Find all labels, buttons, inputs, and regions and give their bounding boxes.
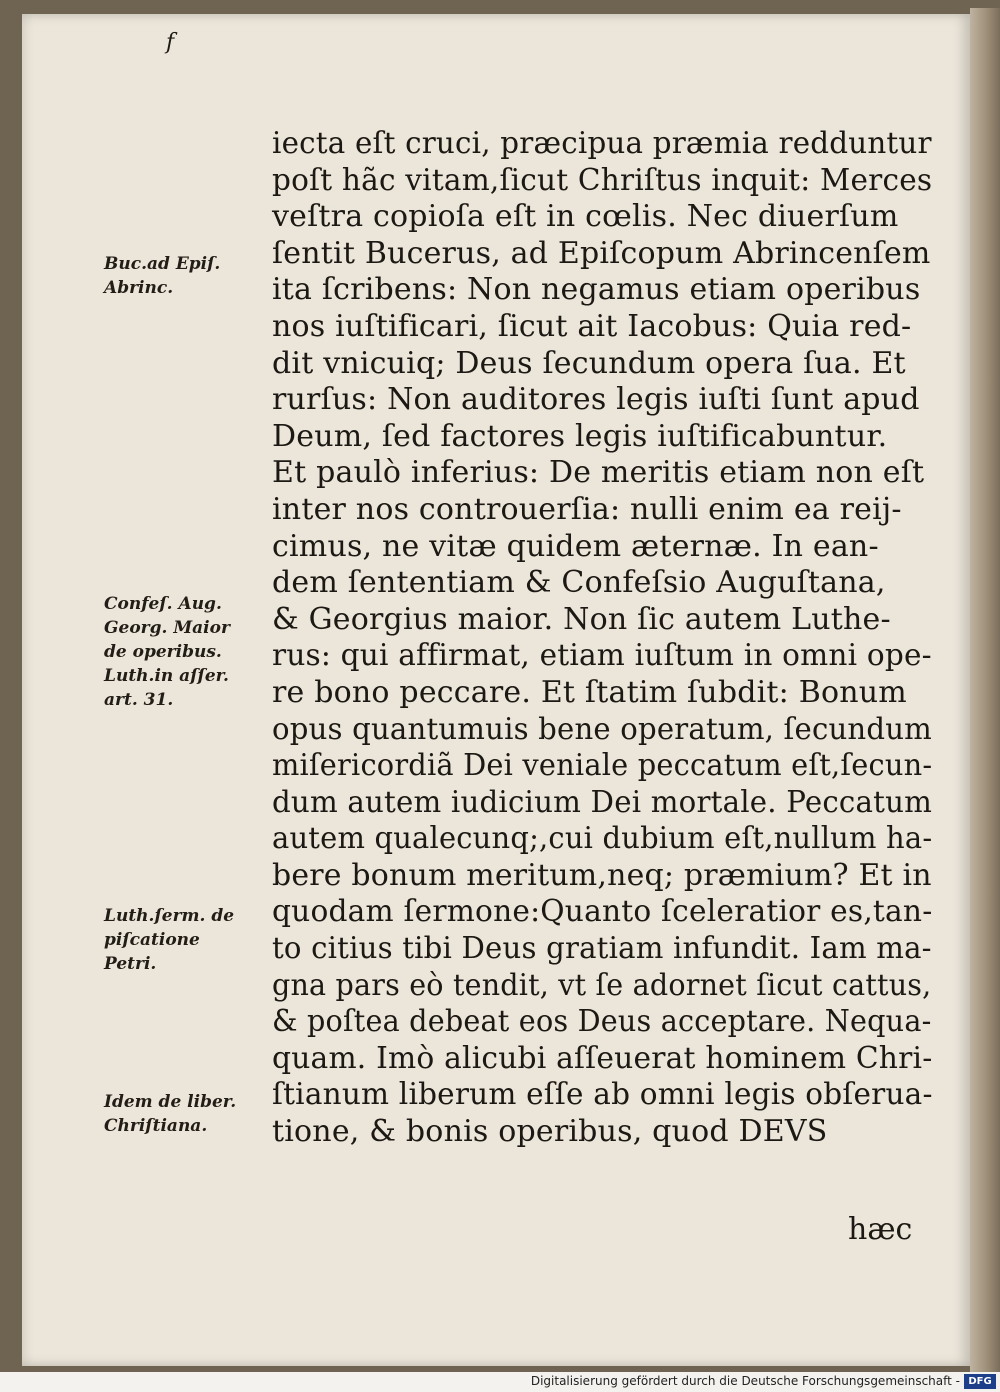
text-line: ſentit Bucerus, ad Epiſcopum Abrincenſem (272, 235, 931, 271)
page-edge (970, 8, 1000, 1372)
text-line: tione, & bonis operibus, quod DEVS (272, 1114, 828, 1150)
margin-note-idem (104, 1090, 269, 1138)
text-line: rurſus: Non auditores legis iuſti ſunt apud (272, 382, 920, 418)
text-line: opus quantumuis bene operatum, ſecundum (272, 711, 933, 747)
text-line: ita ſcribens: Non negamus etiam operibus (272, 272, 921, 308)
text-line: quam. Imò alicubi aſſeuerat hominem Chri- (272, 1040, 933, 1076)
page-signature-mark: f (166, 30, 175, 55)
text-line: & Georgius maior. Non ſic autem Luthe- (272, 601, 891, 637)
margin-note-line: art. 31. (104, 690, 174, 710)
margin-note-line: Petri. (104, 954, 157, 974)
footer-credit: Digitalisierung gefördert durch die Deutsche Forschungsgemeinschaft - (530, 1374, 960, 1388)
margin-note-bucer (104, 252, 269, 300)
text-line: quodam ſermone:Quanto ſceleratior es,tan- (272, 894, 933, 930)
margin-note-luther-sermon (104, 904, 269, 976)
text-line: nos iuſtificari, ſicut ait Iacobus: Quia red- (272, 308, 912, 344)
margin-note-confession (104, 592, 269, 712)
margin-note-line: Abrinc. (104, 278, 174, 298)
text-line: iecta eſt cruci, præcipua præmia redduntur (272, 126, 932, 161)
text-line: dem ſententiam & Confeſsio Auguſtana, (272, 565, 886, 601)
text-line: ſtianum liberum eſſe ab omni legis obſerua- (272, 1077, 933, 1113)
text-line: veſtra copioſa eſt in cœlis. Nec diuerſum (272, 199, 899, 235)
digitization-footer (0, 1372, 1000, 1392)
dfg-logo: DFG (964, 1374, 996, 1389)
text-line: dit vnicuiq; Deus ſecundum opera ſua. Et (272, 345, 906, 381)
text-line: dum autem iudicium Dei mortale. Peccatum (272, 784, 933, 820)
text-line: Et paulò inferius: De meritis etiam non eſt (272, 455, 925, 491)
text-line: miſericordiã Dei veniale peccatum eſt,ſecun- (272, 748, 933, 784)
text-line: Deum, ſed factores legis iuſtificabuntur. (272, 418, 888, 454)
margin-note-line: Idem de liber. (104, 1092, 237, 1112)
text-line: gna pars eò tendit, vt ſe adornet ſicut cattus, (272, 967, 932, 1003)
margin-note-line: de operibus. (104, 642, 222, 662)
text-line: bere bonum meritum,neq; præmium? Et in (272, 857, 932, 893)
text-line: re bono peccare. Et ſtatim ſubdit: Bonum (272, 674, 907, 710)
text-line: & poſtea debeat eos Deus acceptare. Nequa- (272, 1004, 932, 1040)
margin-note-line: Luth.ſerm. de (104, 906, 235, 926)
body-text (272, 126, 932, 1151)
margin-note-line: piſcatione (104, 930, 200, 950)
margin-note-line: Luth.in aſſer. (104, 666, 229, 686)
text-line: to citius tibi Deus gratiam infundit. Iam ma- (272, 931, 932, 967)
text-line: inter nos controuerſia: nulli enim ea reij- (272, 491, 902, 527)
text-line: poſt hãc vitam,ſicut Chriſtus inquit: Merces (272, 162, 933, 198)
text-line: rus: qui affirmat, etiam iuſtum in omni ope- (272, 638, 932, 674)
text-line: cimus, ne vitæ quidem æternæ. In ean- (272, 528, 879, 564)
margin-note-line: Buc.ad Epiſ. (104, 254, 221, 274)
catchword: hæc (848, 1212, 913, 1247)
margin-note-line: Chriſtiana. (104, 1116, 208, 1136)
margin-note-line: Georg. Maior (104, 618, 230, 638)
text-line: autem qualecunq;,cui dubium eſt,nullum ha- (272, 821, 933, 857)
margin-note-line: Confeſ. Aug. (104, 594, 222, 614)
